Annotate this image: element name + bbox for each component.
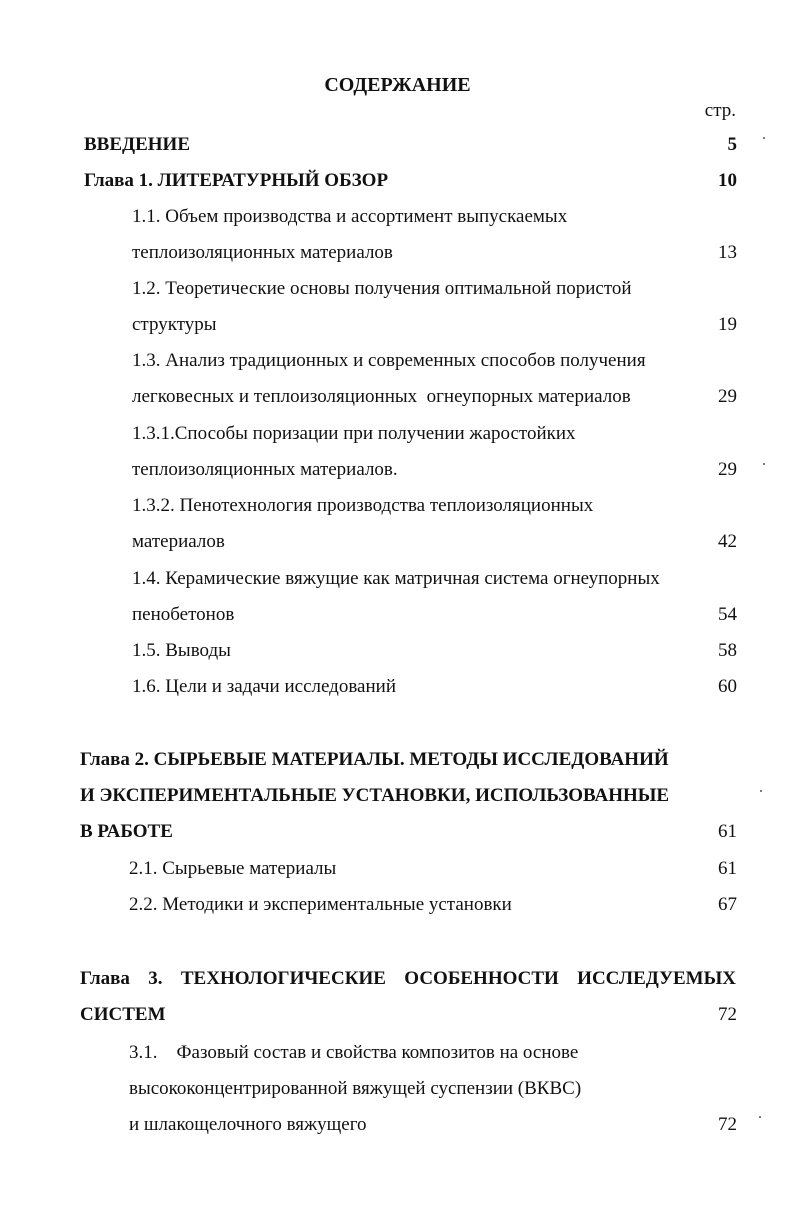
toc-page-number: 67 [718, 894, 737, 915]
toc-entry-chapter-3-line2[interactable] [0, 1000, 795, 1030]
toc-entry-text: материалов [132, 531, 225, 552]
toc-entry-text: пенобетонов [132, 604, 235, 625]
scan-speck [759, 1116, 761, 1118]
toc-entry-3-1-line1[interactable] [0, 1038, 795, 1068]
toc-entry-chapter-2-line3[interactable] [0, 817, 795, 847]
toc-entry-text: 1.3.1.Способы поризации при получении жаростойких [132, 423, 576, 444]
toc-entry-text: теплоизоляционных материалов. [132, 459, 398, 480]
toc-entry-1-2-line1[interactable] [0, 274, 795, 304]
toc-entry-text: 1.5. Выводы [132, 640, 231, 661]
toc-entry-1-1-line1[interactable] [0, 202, 795, 232]
toc-page-number: 60 [718, 676, 737, 697]
toc-entry-2-1[interactable] [0, 854, 795, 884]
toc-entry-intro[interactable] [0, 130, 795, 160]
toc-entry-text: Глава 2. СЫРЬЕВЫЕ МАТЕРИАЛЫ. МЕТОДЫ ИССЛЕДОВАНИЙ [80, 749, 669, 770]
toc-page-number: 42 [718, 531, 737, 552]
toc-entry-text: 1.1. Объем производства и ассортимент выпускаемых [132, 206, 568, 227]
toc-entry-text: и шлакощелочного вяжущего [129, 1114, 367, 1135]
toc-page-number: 54 [718, 604, 737, 625]
toc-entry-1-2-line2[interactable] [0, 310, 795, 340]
toc-entry-1-3-1-line2[interactable] [0, 455, 795, 485]
toc-entry-chapter-2-line2[interactable] [0, 781, 795, 811]
toc-entry-1-3-line2[interactable] [0, 382, 795, 412]
toc-page-number: 58 [718, 640, 737, 661]
toc-entry-1-1-line2[interactable] [0, 238, 795, 268]
toc-page-number: 5 [727, 134, 737, 155]
toc-entry-text: СИСТЕМ [80, 1004, 166, 1025]
toc-entry-text: высококонцентрированной вяжущей суспензии (ВКВС) [129, 1078, 582, 1099]
toc-entry-text: 1.2. Теоретические основы получения оптимальной пористой [132, 278, 632, 299]
scan-speck [760, 790, 762, 792]
toc-page-number: 72 [718, 1004, 737, 1025]
toc-page-number: 61 [718, 858, 737, 879]
toc-entry-text: 1.4. Керамические вяжущие как матричная система огнеупорных [132, 568, 660, 589]
toc-page-number: 61 [718, 821, 737, 842]
page-title: СОДЕРЖАНИЕ [324, 74, 471, 96]
toc-entry-chapter-3-line1[interactable] [0, 964, 795, 994]
toc-entry-chapter-1[interactable] [0, 166, 795, 196]
toc-entry-text: легковесных и теплоизоляционных огнеупорных материалов [132, 386, 631, 407]
toc-entry-text: В РАБОТЕ [80, 821, 173, 842]
toc-entry-text: 3.1. Фазовый состав и свойства композитов на основе [129, 1042, 579, 1063]
toc-page-number: 13 [718, 242, 737, 263]
toc-entry-1-4-line1[interactable] [0, 564, 795, 594]
toc-entry-1-3-2-line2[interactable] [0, 527, 795, 557]
toc-entry-chapter-2-line1[interactable] [0, 745, 795, 775]
toc-entry-1-3-1-line1[interactable] [0, 419, 795, 449]
toc-entry-1-3-2-line1[interactable] [0, 491, 795, 521]
toc-entry-text: ВВЕДЕНИЕ [84, 134, 190, 155]
toc-entry-1-5[interactable] [0, 636, 795, 666]
toc-entry-3-1-line3[interactable] [0, 1110, 795, 1140]
toc-page-number: 10 [718, 170, 737, 191]
toc-entry-text: Глава 1. ЛИТЕРАТУРНЫЙ ОБЗОР [84, 170, 389, 191]
toc-entry-text: И ЭКСПЕРИМЕНТАЛЬНЫЕ УСТАНОВКИ, ИСПОЛЬЗОВАННЫЕ [80, 785, 670, 806]
toc-entry-text: теплоизоляционных материалов [132, 242, 393, 263]
toc-entry-text: Глава 3. ТЕХНОЛОГИЧЕСКИЕ ОСОБЕННОСТИ ИССЛЕДУЕМЫХ [80, 968, 736, 989]
toc-page-number: 72 [718, 1114, 737, 1135]
toc-entry-1-4-line2[interactable] [0, 600, 795, 630]
toc-entry-3-1-line2[interactable] [0, 1074, 795, 1104]
toc-entry-text: 2.1. Сырьевые материалы [129, 858, 337, 879]
toc-entry-1-3-line1[interactable] [0, 346, 795, 376]
page-column-header: стр. [704, 100, 736, 121]
scan-speck [763, 463, 765, 465]
toc-page-number: 29 [718, 386, 737, 407]
toc-entry-text: 1.3.2. Пенотехнология производства теплоизоляционных [132, 495, 594, 516]
toc-entry-text: 2.2. Методики и экспериментальные установки [129, 894, 512, 915]
toc-entry-1-6[interactable] [0, 672, 795, 702]
scan-speck [763, 137, 765, 139]
toc-entry-2-2[interactable] [0, 890, 795, 920]
toc-page-number: 19 [718, 314, 737, 335]
toc-entry-text: структуры [132, 314, 217, 335]
toc-entry-text: 1.6. Цели и задачи исследований [132, 676, 396, 697]
toc-page-number: 29 [718, 459, 737, 480]
toc-entry-text: 1.3. Анализ традиционных и современных способов получения [132, 350, 646, 371]
